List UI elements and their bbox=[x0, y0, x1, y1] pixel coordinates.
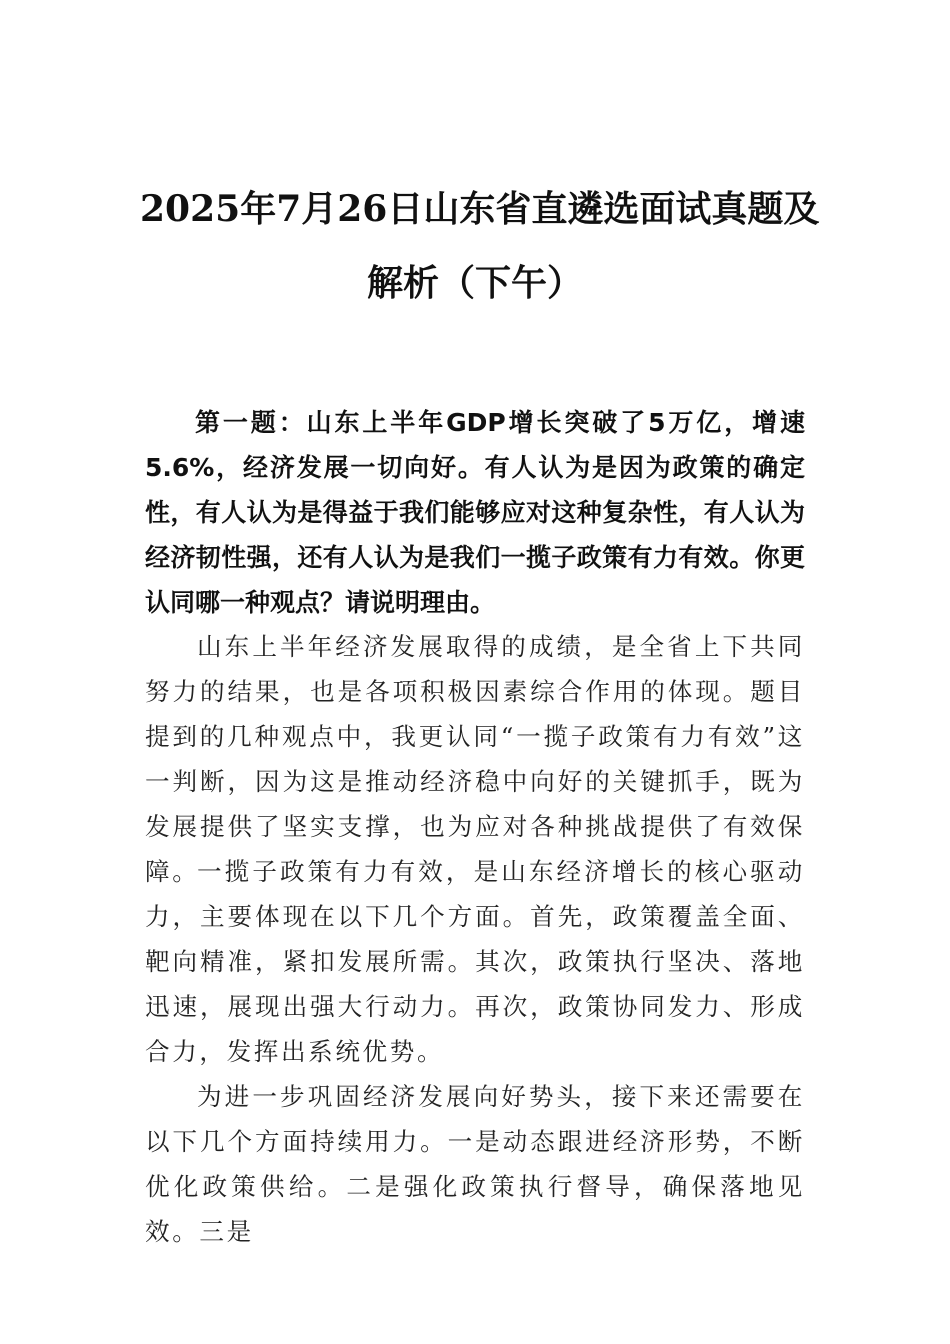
question-paragraph: 第一题：山东上半年GDP增长突破了5万亿，增速5.6%，经济发展一切向好。有人认为是因为政策的确定性，有人认为是得益于我们能够应对这种复杂性，有人认为经济韧性强，还有人认为是我们一揽子政策有力有效。你更认同哪一种观点？请说明理由。 bbox=[145, 408, 805, 617]
document-title bbox=[140, 172, 820, 320]
answer-paragraph-2: 一揽子政策有力有效，是山东经济增长的核心驱动力，主要体现在以下几个方面。首先，政策覆盖全面、靶向精准，紧扣发展所需。其次，政策执行坚决、落地迅速，展现出强大行动力。再次，政策协同发力、形成合力，发挥出系统优势。 bbox=[145, 857, 805, 1066]
answer-paragraph-3: 为进一步巩固经济发展向好势头，接下来还需要在以下几个方面持续用力。一是动态跟进经济形势，不断优化政策供给。二是强化政策执行督导，确保落地见效。三是 bbox=[145, 1082, 805, 1246]
answer-paragraph-1: 山东上半年经济发展取得的成绩，是全省上下共同努力的结果，也是各项积极因素综合作用的体现。题目提到的几种观点中，我更认同“一揽子政策有力有效”这一判断，因为这是推动经济稳中向好的关键抓手，既为发展提供了坚实支撑，也为应对各种挑战提供了有效保障。 bbox=[145, 632, 805, 886]
title-line-2: 解析（下午） bbox=[366, 262, 583, 304]
title-line-1: 2025年7月26日山东省直遴选面试真题及 bbox=[140, 188, 820, 230]
